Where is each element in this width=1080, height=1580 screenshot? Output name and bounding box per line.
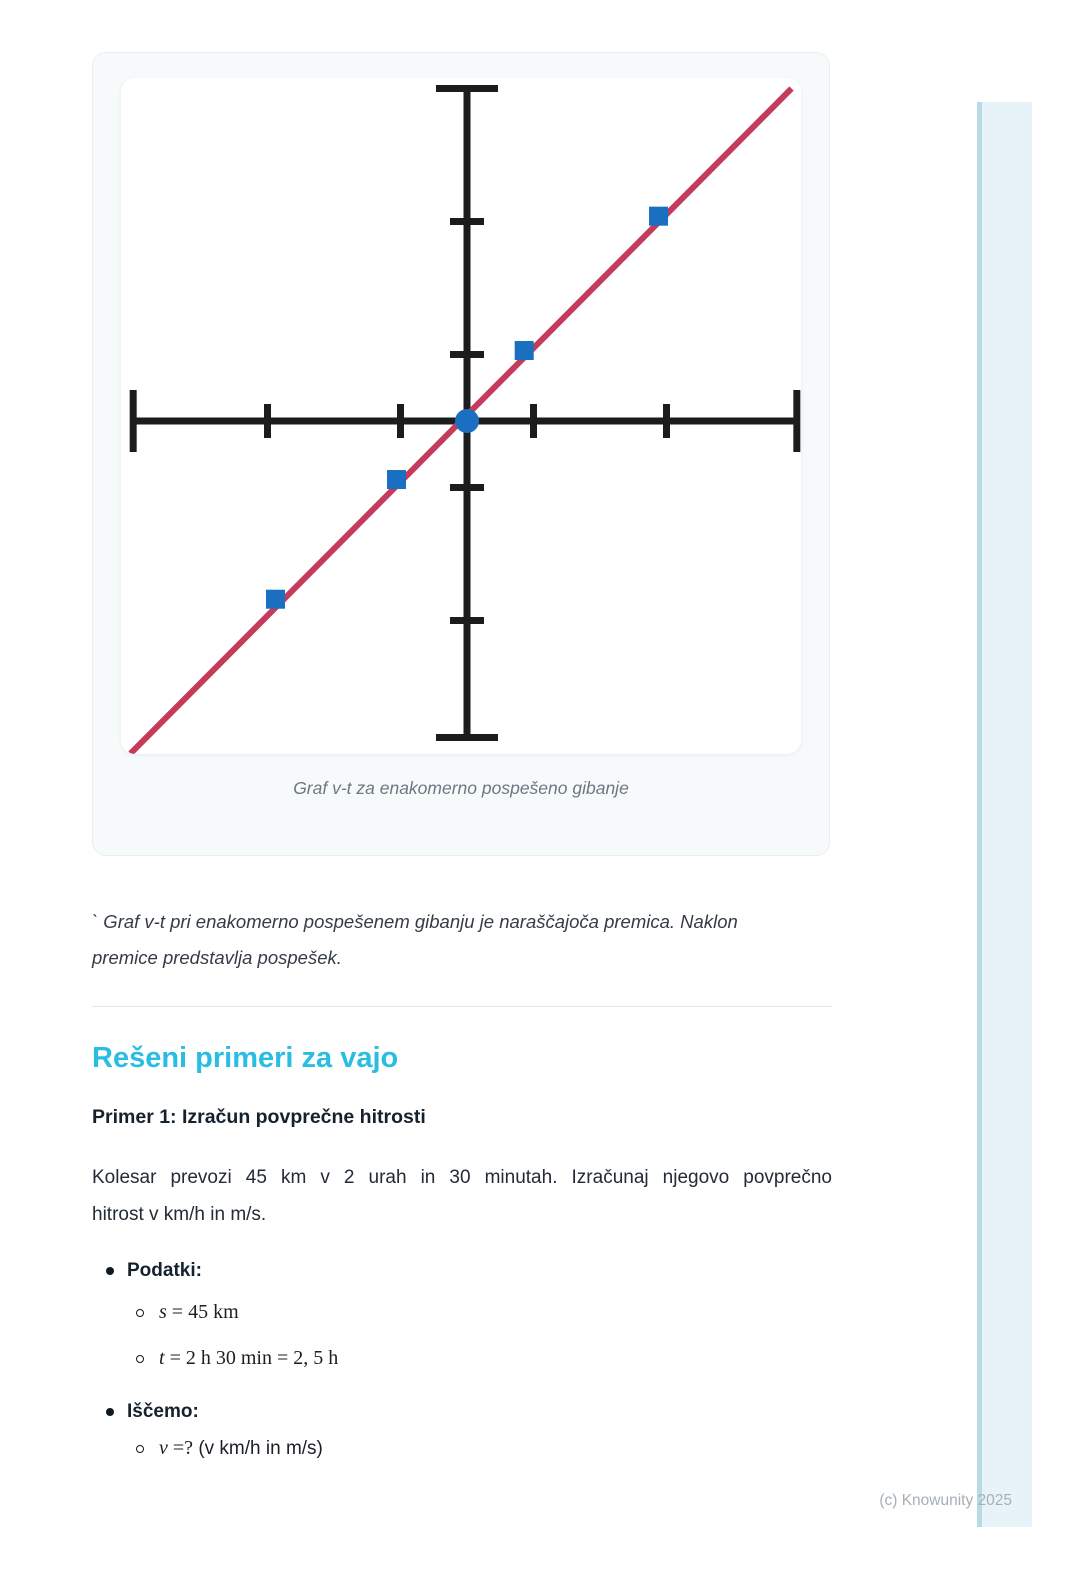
example-body bbox=[92, 1159, 832, 1233]
math-expression bbox=[159, 1301, 239, 1324]
example-title: Primer 1: Izračun povprečne hitrosti bbox=[92, 1106, 426, 1128]
list-item-iscemo bbox=[106, 1401, 832, 1423]
math-rest: = 45 km bbox=[166, 1301, 239, 1323]
example-bullet-list bbox=[92, 1260, 832, 1460]
vt-graph-icon bbox=[121, 78, 801, 754]
note-paragraph bbox=[92, 904, 832, 976]
list-item-t bbox=[136, 1347, 832, 1370]
note-line: ` Graf v-t pri enakomerno pospešenem gibanju je naraščajoča premica. Naklon bbox=[92, 911, 738, 932]
body-line: hitrost v km/h in m/s. bbox=[92, 1204, 267, 1225]
disc-bullet-icon bbox=[106, 1408, 114, 1416]
math-variable: v bbox=[159, 1437, 168, 1459]
page-content bbox=[92, 52, 832, 1460]
circle-bullet-icon bbox=[136, 1309, 144, 1317]
figure-caption: Graf v-t za enakomerno pospešeno gibanje bbox=[293, 778, 629, 798]
math-suffix: (v km/h in m/s) bbox=[193, 1438, 323, 1459]
math-expression bbox=[159, 1347, 338, 1370]
body-line: Kolesar prevozi 45 km v 2 urah in 30 minutah. Izračunaj njegovo povprečno bbox=[92, 1167, 832, 1188]
math-expression bbox=[159, 1437, 323, 1460]
circle-bullet-icon bbox=[136, 1355, 144, 1363]
list-item-v bbox=[136, 1437, 832, 1460]
section-title: Rešeni primeri za vajo bbox=[92, 1042, 399, 1074]
math-rest: =? bbox=[167, 1437, 194, 1459]
figure-card bbox=[92, 52, 830, 856]
copyright-text: (c) Knowunity 2025 bbox=[879, 1492, 1012, 1509]
list-label: Iščemo: bbox=[127, 1401, 199, 1422]
note-line: premice predstavlja pospešek. bbox=[92, 947, 342, 968]
circle-bullet-icon bbox=[136, 1445, 144, 1453]
vt-graph-plot bbox=[121, 78, 801, 754]
section-divider bbox=[92, 1006, 832, 1007]
list-label: Podatki: bbox=[127, 1260, 202, 1281]
list-item-podatki bbox=[106, 1260, 832, 1282]
right-accent-strip bbox=[977, 102, 1032, 1527]
math-variable: t bbox=[159, 1347, 165, 1369]
list-item-s bbox=[136, 1301, 832, 1324]
disc-bullet-icon bbox=[106, 1267, 114, 1275]
math-rest: = 2 h 30 min = 2, 5 h bbox=[164, 1347, 339, 1369]
math-variable: s bbox=[159, 1301, 167, 1323]
